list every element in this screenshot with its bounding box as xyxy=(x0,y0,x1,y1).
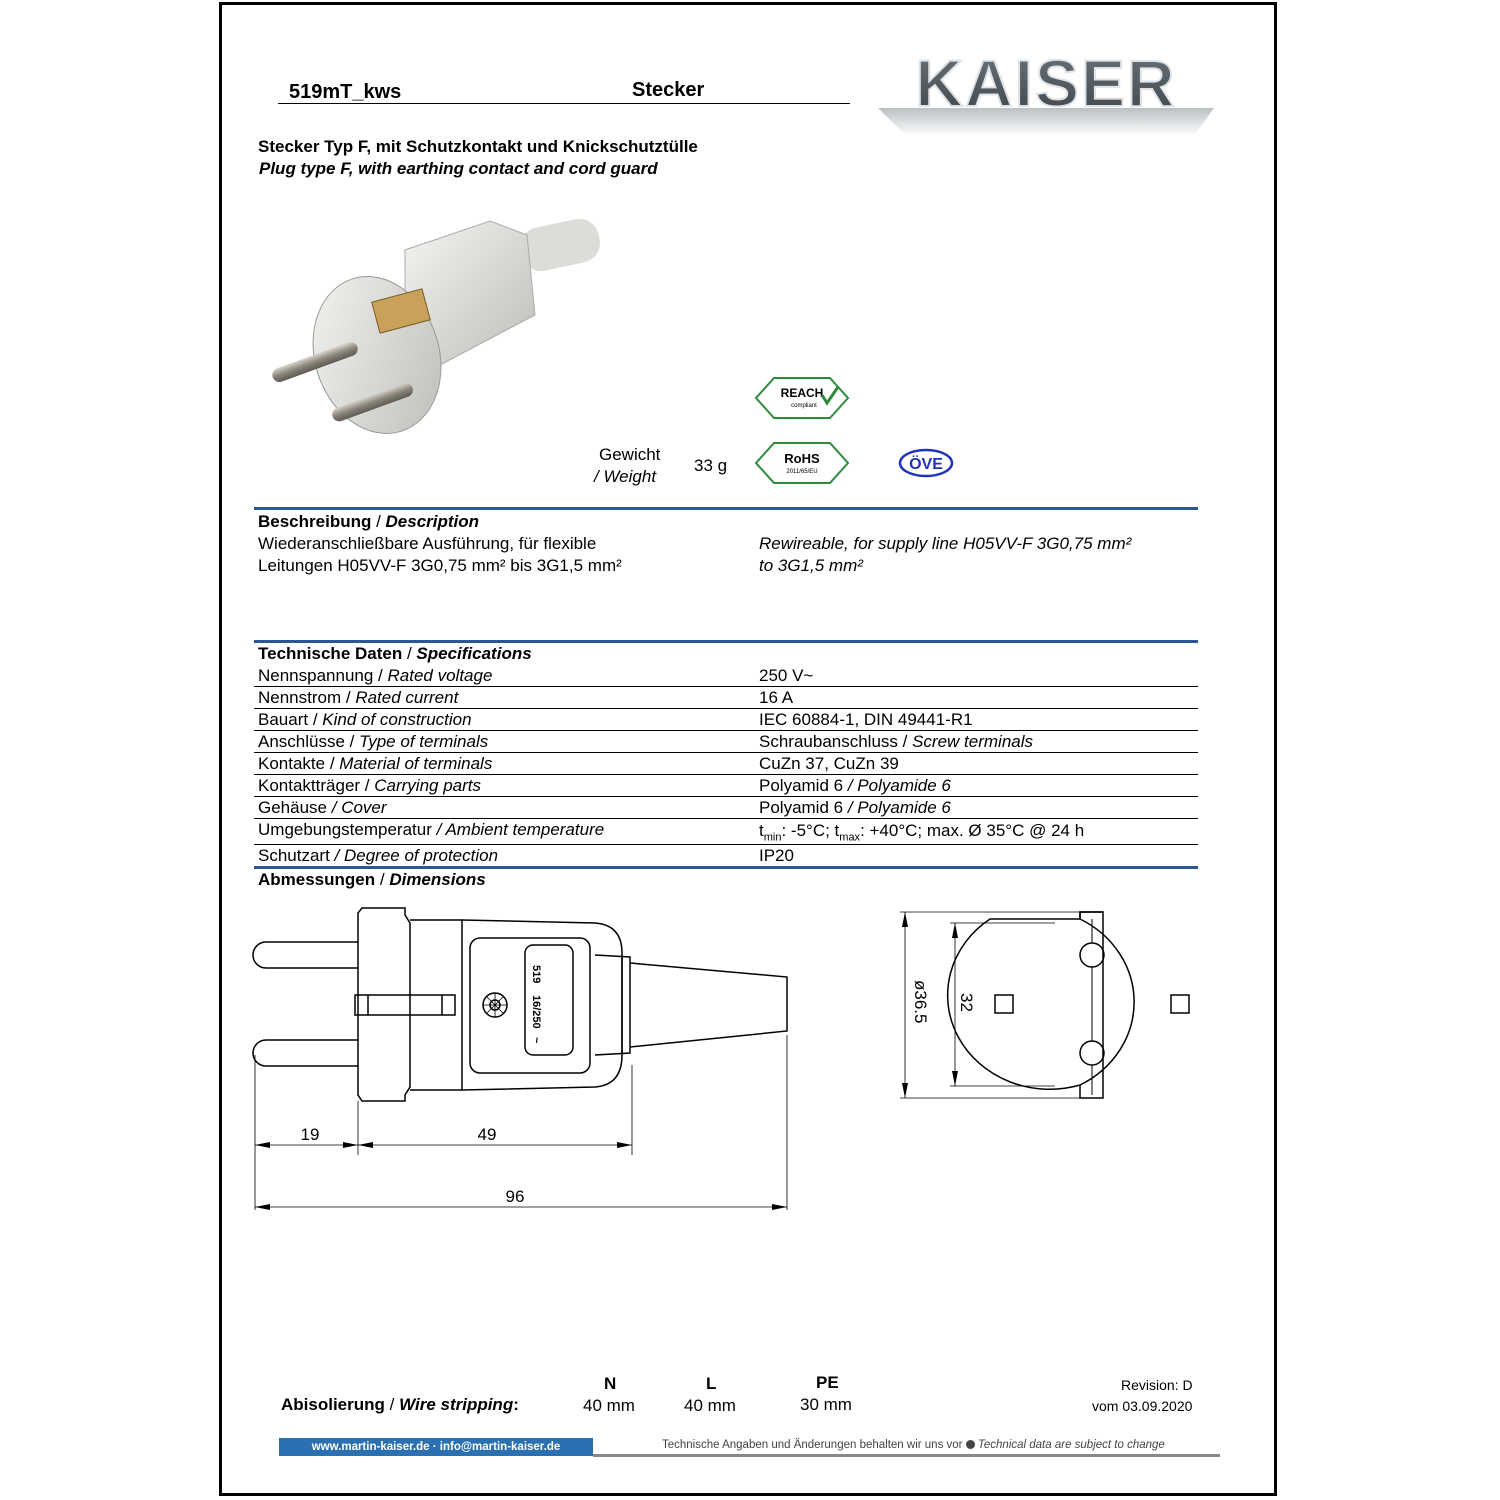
kaiser-logo xyxy=(876,50,1218,136)
footer-note: Technische Angaben und Änderungen behalten wir uns vor Technical data are subject to change xyxy=(662,1439,1165,1451)
l-header: L xyxy=(706,1374,717,1393)
spec-row-terminals: Anschlüsse / Type of terminals Schraubanschluss / Screw terminals xyxy=(254,731,1198,753)
spec-row-material: Kontakte / Material of terminals CuZn 37, CuZn 39 xyxy=(254,753,1198,775)
spec-row-cover: Gehäuse / Cover Polyamid 6 / Polyamide 6 xyxy=(254,797,1198,819)
title-de: Stecker Typ F, mit Schutzkontakt und Knickschutztülle xyxy=(258,137,698,156)
spec-row-protection: Schutzart / Degree of protection IP20 xyxy=(258,846,794,865)
l-value: 40 mm xyxy=(684,1396,736,1415)
svg-text:KAISER: KAISER xyxy=(915,50,1177,120)
svg-text:519: 519 xyxy=(530,965,542,984)
svg-text:49: 49 xyxy=(477,1125,497,1144)
pe-value: 30 mm xyxy=(800,1395,852,1414)
svg-text:ÖVE: ÖVE xyxy=(909,456,943,473)
description-heading: Beschreibung / Description xyxy=(258,512,480,531)
svg-text:16/250: 16/250 xyxy=(530,995,542,1029)
description-de-line1: Wiederanschließbare Ausführung, für flexible xyxy=(258,534,597,553)
product-photo xyxy=(265,215,605,440)
revision-date: vom 03.09.2020 xyxy=(1092,1398,1193,1414)
spec-row-carrying: Kontaktträger / Carrying parts Polyamid 6 / Polyamide 6 xyxy=(254,775,1198,797)
spec-row-voltage: Nennspannung / Rated voltage 250 V~ xyxy=(254,665,1198,687)
ove-badge xyxy=(898,448,954,478)
specs-heading: Technische Daten / Specifications xyxy=(258,644,532,663)
front-view-drawing xyxy=(895,905,1205,1105)
spec-row-temperature: Umgebungstemperatur / Ambient temperature $t_{min}$: -5°C; $t_{max}$: +40°C; max. Ø 35°C @ 24 h xyxy=(254,819,1198,845)
dimensions-rule xyxy=(254,866,1198,869)
svg-text:2011/65/EU: 2011/65/EU xyxy=(786,469,818,475)
spec-row-construction: Bauart / Kind of construction IEC 60884-1, DIN 49441-R1 xyxy=(254,709,1198,731)
svg-text:REACH: REACH xyxy=(780,386,824,400)
weight-value: 33 g xyxy=(694,456,728,475)
footer-contact: www.martin-kaiser.de · info@martin-kaiser.de xyxy=(279,1438,593,1456)
description-en-line2: to 3G1,5 mm² xyxy=(759,556,863,575)
description-de-line2: Leitungen H05VV-F 3G0,75 mm² bis 3G1,5 mm² xyxy=(258,556,622,575)
dimensions-heading: Abmessungen / Dimensions xyxy=(258,870,486,889)
n-value: 40 mm xyxy=(583,1396,635,1415)
part-number: 519mT_kws xyxy=(289,81,402,103)
reach-badge xyxy=(752,375,852,421)
weight-label-de: Gewicht xyxy=(599,445,661,464)
svg-text:RoHS: RoHS xyxy=(784,451,820,466)
weight-label-en: / Weight xyxy=(594,467,657,486)
wire-stripping-label: Abisolierung / Wire stripping: xyxy=(281,1395,519,1414)
category-title: Stecker xyxy=(632,79,705,101)
specs-rule xyxy=(254,640,1198,643)
spec-row-current: Nennstrom / Rated current 16 A xyxy=(254,687,1198,709)
svg-text:ø36.5: ø36.5 xyxy=(911,980,930,1024)
description-en-line1: Rewireable, for supply line H05VV-F 3G0,75 mm² xyxy=(759,534,1132,553)
bullet-icon xyxy=(966,1440,975,1449)
footer-rule xyxy=(593,1454,1220,1457)
header-underline xyxy=(278,103,850,104)
svg-text:96: 96 xyxy=(505,1187,525,1206)
side-view-drawing xyxy=(250,905,795,1220)
svg-text:compliant: compliant xyxy=(791,403,817,409)
pe-header: PE xyxy=(816,1373,839,1392)
revision: Revision: D xyxy=(1121,1377,1193,1393)
svg-text:19: 19 xyxy=(300,1125,320,1144)
svg-text:32: 32 xyxy=(957,993,976,1012)
rohs-badge xyxy=(752,440,852,486)
description-rule xyxy=(254,507,1198,510)
svg-text:~: ~ xyxy=(530,1037,542,1044)
n-header: N xyxy=(604,1374,617,1393)
title-en: Plug type F, with earthing contact and cord guard xyxy=(259,159,658,178)
